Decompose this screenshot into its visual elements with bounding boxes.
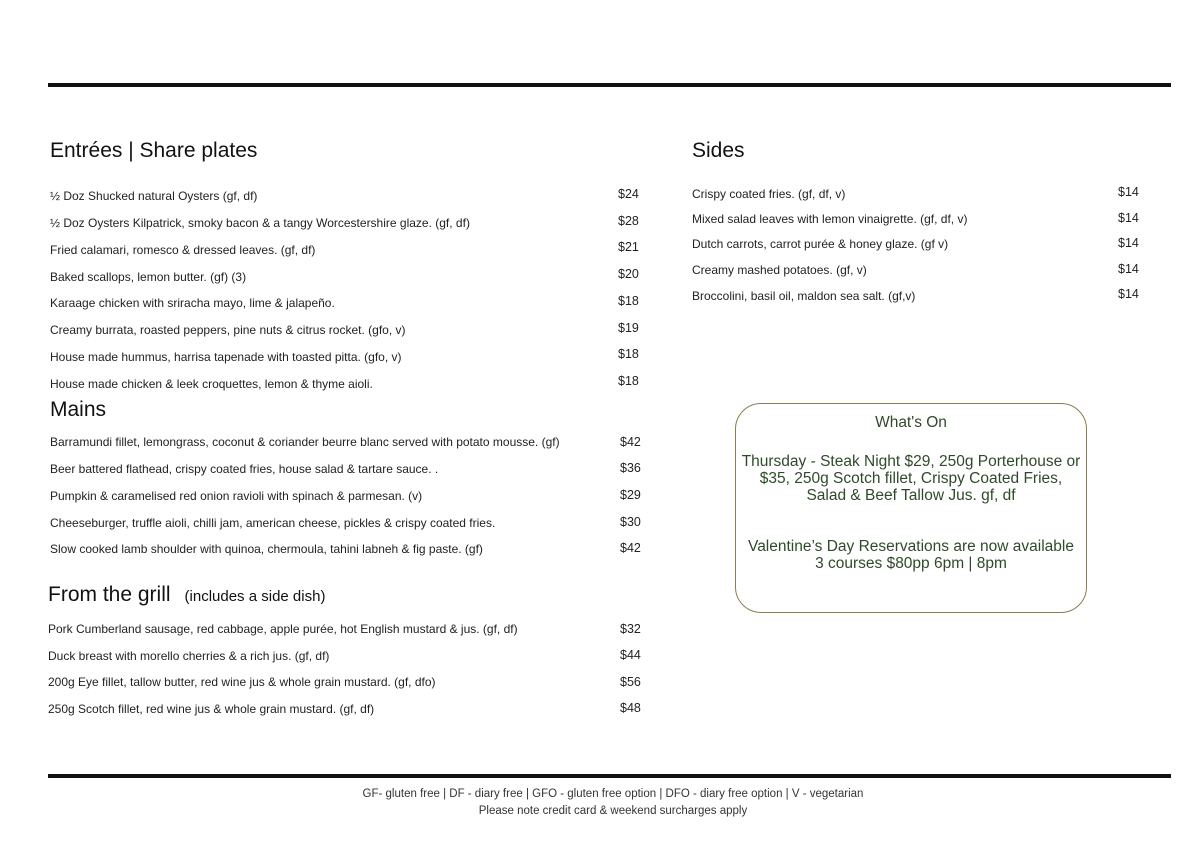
main-item-name: Cheeseburger, truffle aioli, chilli jam, american cheese, pickles & crispy coated fries. — [50, 516, 496, 530]
grill-item-name: Duck breast with morello cherries & a rich jus. (gf, df) — [48, 649, 330, 663]
whats-on-box — [735, 403, 1087, 613]
bottom-divider — [48, 774, 1171, 778]
grill-item-name: Pork Cumberland sausage, red cabbage, apple purée, hot English mustard & jus. (gf, df) — [48, 622, 518, 636]
surcharge-note: Please note credit card & weekend surcharges apply — [478, 805, 748, 817]
main-item-price: $30 — [620, 515, 641, 529]
grill-item-name: 250g Scotch fillet, red wine jus & whole grain mustard. (gf, df) — [48, 702, 375, 716]
side-item-name: Dutch carrots, carrot purée & honey glaze. (gf v) — [692, 237, 949, 251]
entree-item-price: $20 — [618, 267, 639, 281]
entree-item-price: $28 — [618, 214, 639, 228]
main-item-price: $29 — [620, 488, 641, 502]
entree-item-name: Fried calamari, romesco & dressed leaves. (gf, df) — [50, 243, 316, 257]
entree-item-price: $21 — [618, 240, 639, 254]
steak-night-text: Thursday - Steak Night $29, 250g Porterhouse or $35, 250g Scotch fillet, Crispy Coated Fries, Salad & Beef Tallow Jus. gf, df — [741, 453, 1081, 504]
entree-item-price: $18 — [618, 294, 639, 308]
grill-item-price: $44 — [620, 648, 641, 662]
side-item-price: $14 — [1118, 211, 1139, 225]
main-item-name: Barramundi fillet, lemongrass, coconut & coriander beurre blanc served with potato mousse. (gf) — [50, 435, 560, 449]
entree-item-name: House made hummus, harrisa tapenade with toasted pitta. (gfo, v) — [50, 350, 402, 364]
side-item-price: $14 — [1118, 185, 1139, 199]
side-item-price: $14 — [1118, 262, 1139, 276]
main-item-price: $42 — [620, 541, 641, 555]
top-divider — [48, 83, 1171, 87]
grill-item-price: $32 — [620, 622, 641, 636]
valentines-price-text: 3 courses $80pp 6pm | 8pm — [815, 555, 1007, 572]
valentines-text: Valentine’s Day Reservations are now available — [748, 538, 1074, 555]
main-item-price: $42 — [620, 435, 641, 449]
side-item-name: Crispy coated fries. (gf, df, v) — [692, 187, 846, 201]
entree-item-name: House made chicken & leek croquettes, lemon & thyme aioli. — [50, 377, 373, 391]
side-item-price: $14 — [1118, 236, 1139, 250]
sides-title: Sides — [692, 139, 745, 162]
side-item-price: $14 — [1118, 287, 1139, 301]
entree-item-name: ½ Doz Oysters Kilpatrick, smoky bacon & a tangy Worcestershire glaze. (gf, df) — [50, 216, 470, 230]
main-item-name: Beer battered flathead, crispy coated fries, house salad & tartare sauce. . — [50, 462, 439, 476]
whats-on-title: What's On — [875, 414, 947, 431]
grill-item-price: $56 — [620, 675, 641, 689]
entree-item-name: Baked scallops, lemon butter. (gf) (3) — [50, 270, 247, 284]
grill-item-name: 200g Eye fillet, tallow butter, red wine jus & whole grain mustard. (gf, dfo) — [48, 675, 436, 689]
entree-item-price: $18 — [618, 374, 639, 388]
grill-note: (includes a side dish) — [184, 588, 326, 605]
grill-title-text: From the grill — [48, 583, 171, 606]
entree-item-name: Karaage chicken with sriracha mayo, lime & jalapeño. — [50, 296, 335, 310]
grill-item-price: $48 — [620, 701, 641, 715]
side-item-name: Creamy mashed potatoes. (gf, v) — [692, 263, 867, 277]
entree-item-name: ½ Doz Shucked natural Oysters (gf, df) — [50, 189, 258, 203]
entree-item-price: $18 — [618, 347, 639, 361]
entree-item-name: Creamy burrata, roasted peppers, pine nuts & citrus rocket. (gfo, v) — [50, 323, 406, 337]
main-item-price: $36 — [620, 461, 641, 475]
side-item-name: Mixed salad leaves with lemon vinaigrette. (gf, df, v) — [692, 212, 968, 226]
entree-item-price: $19 — [618, 321, 639, 335]
side-item-name: Broccolini, basil oil, maldon sea salt. (gf,v) — [692, 289, 916, 303]
entrees-title: Entrées | Share plates — [50, 139, 258, 162]
entree-item-price: $24 — [618, 187, 639, 201]
mains-title: Mains — [50, 398, 107, 421]
dietary-legend: GF- gluten free | DF - diary free | GFO - gluten free option | DFO - diary free option | V - vegetarian — [362, 788, 864, 800]
main-item-name: Pumpkin & caramelised red onion ravioli with spinach & parmesan. (v) — [50, 489, 423, 503]
main-item-name: Slow cooked lamb shoulder with quinoa, chermoula, tahini labneh & fig paste. (gf) — [50, 542, 483, 556]
grill-title — [48, 583, 325, 607]
